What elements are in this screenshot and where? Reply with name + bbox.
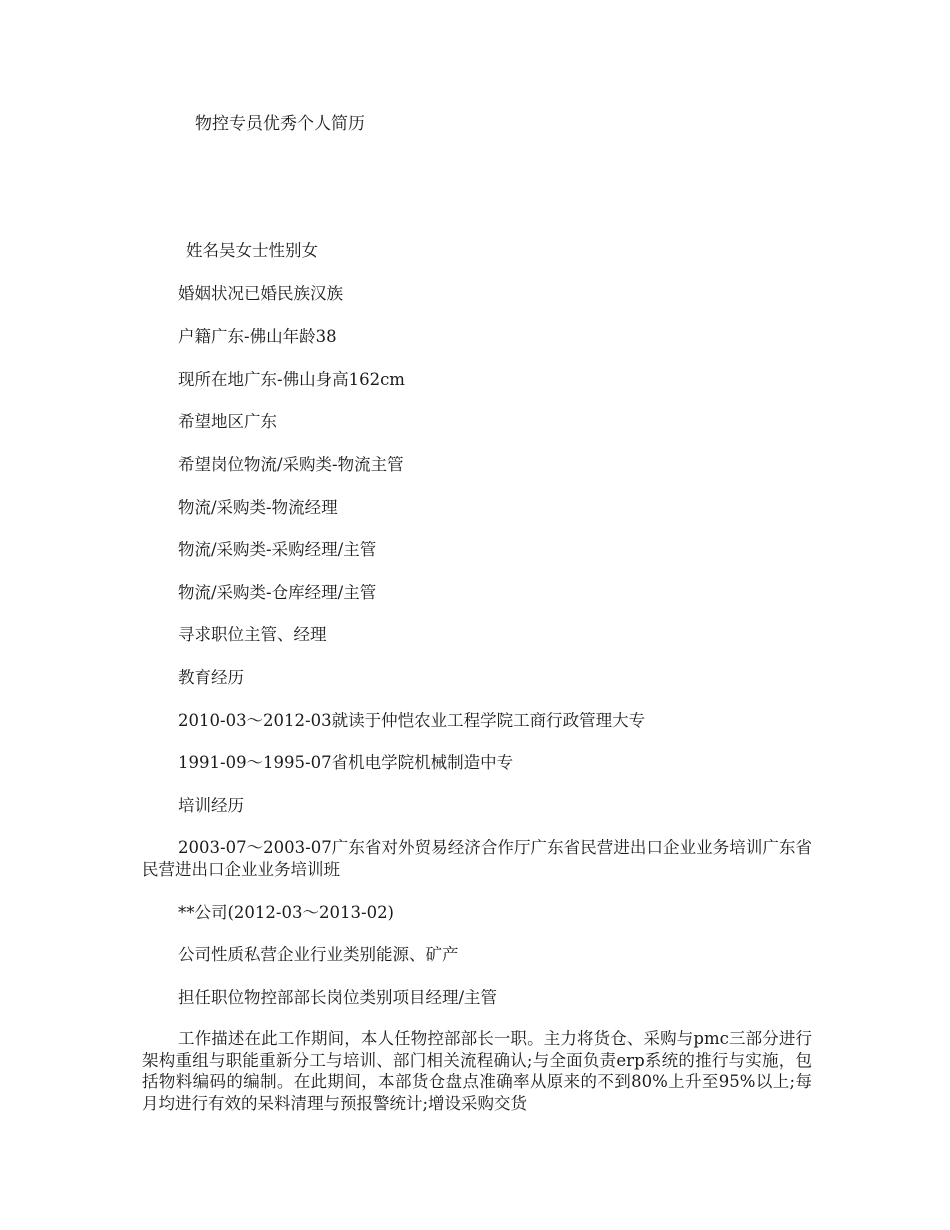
job-title-line: 担任职位物控部部长岗位类别项目经理/主管 xyxy=(178,988,498,1007)
company-line: **公司(2012-03～2013-02) xyxy=(178,903,394,922)
desired-region-line: 希望地区广东 xyxy=(178,412,277,431)
education-entry: 2010-03～2012-03就读于仲恺农业工程学院工商行政管理大专 xyxy=(178,711,646,730)
position-option-line: 物流/采购类-仓库经理/主管 xyxy=(178,583,377,602)
education-entry: 1991-09～1995-07省机电学院机械制造中专 xyxy=(178,753,514,772)
sought-position-line: 寻求职位主管、经理 xyxy=(178,625,327,644)
position-option-line: 物流/采购类-采购经理/主管 xyxy=(178,540,377,559)
education-heading: 教育经历 xyxy=(178,668,244,687)
name-gender-line: 姓名吴女士性别女 xyxy=(186,241,318,260)
marital-ethnicity-line: 婚姻状况已婚民族汉族 xyxy=(178,284,343,303)
training-entry: 2003-07～2003-07广东省对外贸易经济合作厅广东省民营进出口企业业务培训广东省民营进出口企业业务培训班 xyxy=(142,838,812,879)
location-height-line: 现所在地广东-佛山身高162cm xyxy=(178,370,405,389)
desired-position-line: 希望岗位物流/采购类-物流主管 xyxy=(178,455,404,474)
training-heading: 培训经历 xyxy=(178,796,244,815)
position-option-line: 物流/采购类-物流经理 xyxy=(178,498,338,517)
work-description: 工作描述在此工作期间，本人任物控部部长一职。主力将货仓、采购与pmc三部分进行架构重组与职能重新分工与培训、部门相关流程确认;与全面负责erp系统的推行与实施，包括物料编码的编制。在此期间，本部货仓盘点准确率从原来的不到80%上升至95%以上;每月均进行有效的呆料清理与预报警统计;增设采购交货 xyxy=(142,1029,812,1113)
company-type-line: 公司性质私营企业行业类别能源、矿产 xyxy=(178,945,459,964)
hukou-age-line: 户籍广东-佛山年龄38 xyxy=(178,327,337,346)
document-title: 物控专员优秀个人简历 xyxy=(195,114,365,134)
